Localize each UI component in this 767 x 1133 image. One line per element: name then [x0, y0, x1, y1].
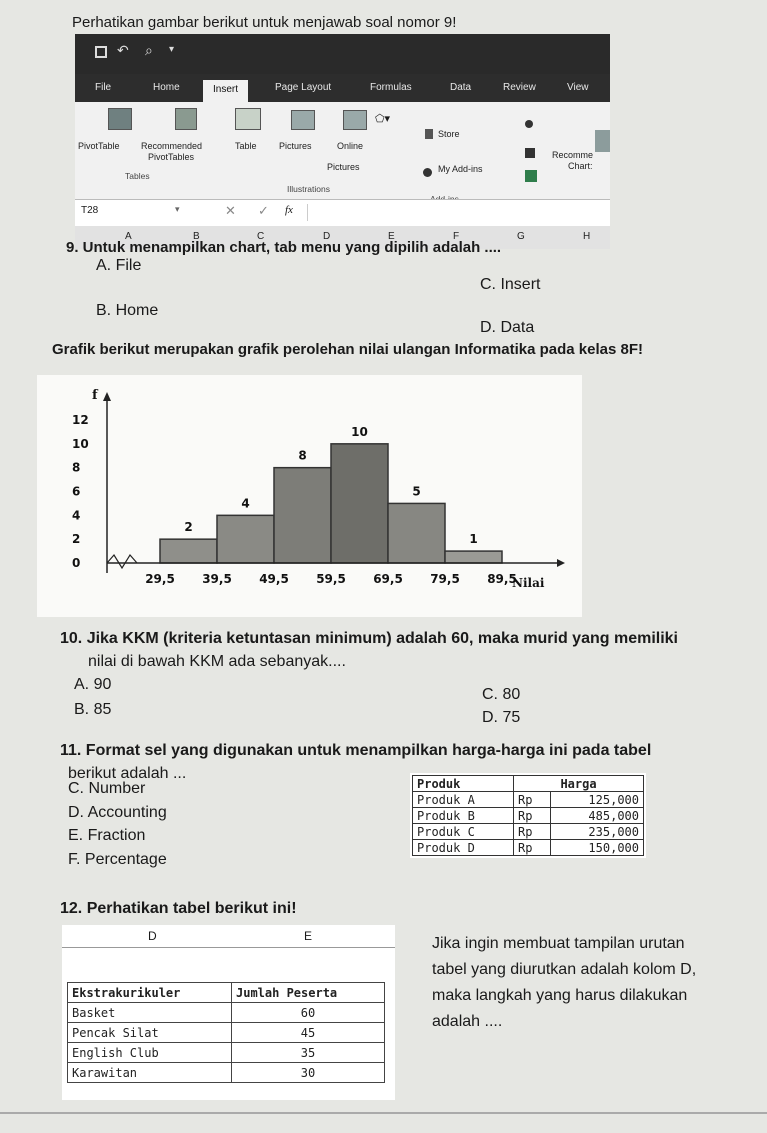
histogram-bar [445, 551, 502, 563]
price-table [412, 775, 644, 856]
my-addins-icon[interactable] [423, 168, 432, 177]
x-tick-label: 79,5 [430, 572, 460, 586]
x-tick-label: 69,5 [373, 572, 403, 586]
bottom-rule [0, 1112, 767, 1114]
price-table-wrapper [410, 773, 646, 858]
formula-bar [75, 199, 610, 227]
table-cell: Pencak Silat [68, 1023, 232, 1043]
save-icon [95, 46, 107, 58]
table-row [68, 1003, 385, 1023]
table-cell: Rp [514, 840, 551, 856]
histogram-bar [274, 468, 331, 563]
x-tick-label: 89,5 [487, 572, 517, 586]
bar-value-label: 1 [469, 532, 478, 547]
table-cell: 485,000 [551, 808, 644, 824]
table-cell: Produk D [413, 840, 514, 856]
q9-question: 9. Untuk menampilkan chart, tab menu yang dipilih adalah .... [66, 239, 502, 256]
store-label: Store [438, 129, 460, 139]
column-header[interactable]: H [583, 231, 591, 242]
y-tick-label: 2 [72, 532, 81, 547]
histogram-svg [37, 375, 582, 617]
group-illustrations: Illustrations [287, 184, 330, 194]
y-tick-label: 10 [72, 436, 89, 451]
people-graph-icon[interactable] [525, 148, 535, 158]
q11-option-e: E. Fraction [68, 827, 146, 844]
table-row [413, 824, 644, 840]
q12-text-line2: tabel yang diurutkan adalah kolom D, [432, 961, 697, 978]
undo-icon: ↶ [117, 42, 129, 58]
store-icon[interactable] [425, 129, 433, 139]
y-tick-label: 0 [72, 556, 81, 570]
shapes-icon[interactable]: ⬠▾ [375, 113, 391, 125]
y-tick-label: 8 [72, 460, 81, 475]
column-header[interactable]: E [388, 231, 395, 242]
q11-question-line1: 11. Format sel yang digunakan untuk menampilkan harga-harga ini pada tabel [60, 742, 652, 759]
bar-value-label: 4 [241, 496, 250, 511]
bing-maps-icon[interactable] [525, 120, 533, 128]
q11-option-f: F. Percentage [68, 851, 167, 868]
table-cell: 45 [232, 1023, 385, 1043]
histogram-chart [37, 375, 582, 617]
column-label-e: E [304, 929, 313, 943]
table-row [68, 1063, 385, 1083]
recommended-charts-icon[interactable] [595, 130, 610, 152]
table-cell: Rp [514, 824, 551, 840]
tab-data[interactable]: Data [450, 82, 472, 93]
addin-icon[interactable] [525, 170, 537, 182]
table-header: Produk [413, 776, 514, 792]
q12-text-line1: Jika ingin membuat tampilan urutan [432, 935, 685, 952]
table-cell: 150,000 [551, 840, 644, 856]
ribbon-tabs [75, 74, 610, 102]
table-cell: 30 [232, 1063, 385, 1083]
column-header[interactable]: G [517, 231, 525, 242]
q9-option-a: A. File [96, 257, 142, 274]
my-addins-label: My Add-ins [438, 164, 483, 174]
table-cell: Karawitan [68, 1063, 232, 1083]
table-cell: 125,000 [551, 792, 644, 808]
group-tables: Tables [125, 171, 150, 181]
bar-value-label: 10 [351, 424, 368, 439]
tab-file[interactable]: File [95, 82, 112, 93]
tab-view[interactable]: View [567, 82, 589, 93]
table-row [68, 1043, 385, 1063]
q10-option-a: A. 90 [74, 676, 112, 693]
q10-option-b: B. 85 [74, 701, 112, 718]
table-cell: Basket [68, 1003, 232, 1023]
intro-text: Perhatikan gambar berikut untuk menjawab soal nomor 9! [72, 14, 457, 31]
table-cell: Rp [514, 792, 551, 808]
cancel-icon[interactable]: ✕ [225, 203, 236, 218]
q12-question: 12. Perhatikan tabel berikut ini! [60, 900, 297, 917]
tab-review[interactable]: Review [503, 82, 536, 93]
table-icon[interactable] [235, 108, 261, 130]
table-cell: Produk A [413, 792, 514, 808]
y-tick-label: 4 [72, 508, 81, 523]
pictures-icon[interactable] [291, 110, 315, 130]
column-label-d: D [148, 929, 157, 943]
table-cell: Rp [514, 808, 551, 824]
pivottables-label: PivotTables [148, 152, 195, 162]
x-axis-arrow [557, 559, 565, 567]
table-cell: English Club [68, 1043, 232, 1063]
table-header: Harga [514, 776, 644, 792]
table-header-row [413, 776, 644, 792]
y-tick-label: 6 [72, 484, 81, 499]
column-header[interactable]: A [125, 231, 132, 242]
bar-value-label: 2 [184, 520, 193, 535]
table-header: Ekstrakurikuler [68, 983, 232, 1003]
histogram-bar [388, 503, 445, 563]
y-axis-label: f [92, 388, 98, 403]
q11-option-c: C. Number [68, 780, 146, 797]
recommended-label: Recommended [141, 141, 203, 151]
q10-option-c: C. 80 [482, 686, 521, 703]
table-row [68, 1023, 385, 1043]
divider [62, 947, 395, 948]
charts-label: Chart: [568, 161, 593, 171]
tab-home[interactable]: Home [153, 82, 180, 93]
table-row [413, 792, 644, 808]
q12-text-line3: maka langkah yang harus dilakukan [432, 987, 688, 1004]
q10-option-d: D. 75 [482, 709, 521, 726]
table-label: Table [235, 141, 257, 151]
q9-option-b: B. Home [96, 302, 159, 319]
table-cell: Produk C [413, 824, 514, 840]
x-tick-label: 49,5 [259, 572, 289, 586]
excel-ribbon-screenshot [75, 34, 610, 249]
q10-question-line1: 10. Jika KKM (kriteria ketuntasan minimum) adalah 60, maka murid yang memiliki [60, 630, 678, 647]
table-header: Jumlah Peserta [232, 983, 385, 1003]
name-box-dropdown-icon[interactable]: ▾ [175, 204, 180, 214]
column-header[interactable]: B [193, 231, 200, 242]
table-header-row [68, 983, 385, 1003]
preview-icon: ⌕ [145, 42, 153, 58]
histogram-bar [160, 539, 217, 563]
customize-icon: ▾ [169, 44, 175, 55]
column-header[interactable]: C [257, 231, 265, 242]
recommended-charts-label: Recomme [552, 150, 594, 160]
recommended-pivottables-icon[interactable] [175, 108, 197, 130]
table-cell: Produk B [413, 808, 514, 824]
bar-value-label: 8 [298, 448, 307, 463]
q12-text-line4: adalah .... [432, 1013, 503, 1030]
x-axis-label: Nilai [512, 576, 545, 590]
histogram-bar [331, 444, 388, 563]
enter-icon[interactable]: ✓ [258, 203, 269, 218]
axis-break [107, 555, 137, 568]
name-box[interactable]: T28 [81, 205, 99, 216]
table-cell: 35 [232, 1043, 385, 1063]
quick-access-toolbar [75, 34, 610, 74]
fx-icon[interactable]: fx [285, 204, 293, 216]
x-tick-label: 39,5 [202, 572, 232, 586]
tab-page-layout[interactable]: Page Layout [275, 82, 332, 93]
q9-option-d: D. Data [480, 319, 535, 336]
x-tick-label: 29,5 [145, 572, 175, 586]
column-header[interactable]: D [323, 231, 331, 242]
table-cell: 60 [232, 1003, 385, 1023]
online-label: Online [337, 141, 364, 151]
q11-option-d: D. Accounting [68, 804, 167, 821]
tab-formulas[interactable]: Formulas [370, 82, 412, 93]
table-row [413, 840, 644, 856]
y-tick-label: 12 [72, 413, 89, 427]
y-axis-arrow [103, 392, 111, 401]
pictures-label: Pictures [279, 141, 312, 151]
x-tick-label: 59,5 [316, 572, 346, 586]
pivottable-label: PivotTable [78, 141, 120, 151]
tab-insert[interactable]: Insert [203, 80, 248, 104]
q9-option-c: C. Insert [480, 276, 541, 293]
online-pictures-label: Pictures [327, 162, 360, 172]
bar-value-label: 5 [412, 484, 421, 499]
q10-question-line2: nilai di bawah KKM ada sebanyak.... [88, 653, 346, 670]
chart-intro: Grafik berikut merupakan grafik perolehan nilai ulangan Informatika pada kelas 8F! [52, 341, 644, 358]
online-pictures-icon[interactable] [343, 110, 367, 130]
histogram-bar [217, 515, 274, 563]
column-header[interactable]: F [453, 231, 460, 242]
extracurricular-table [67, 982, 385, 1083]
table-row [413, 808, 644, 824]
pivottable-icon[interactable] [108, 108, 132, 130]
formula-input[interactable] [307, 204, 608, 221]
extracurricular-table-wrapper [62, 925, 395, 1100]
q11-question-line2: berikut adalah ... [68, 765, 187, 782]
table-cell: 235,000 [551, 824, 644, 840]
